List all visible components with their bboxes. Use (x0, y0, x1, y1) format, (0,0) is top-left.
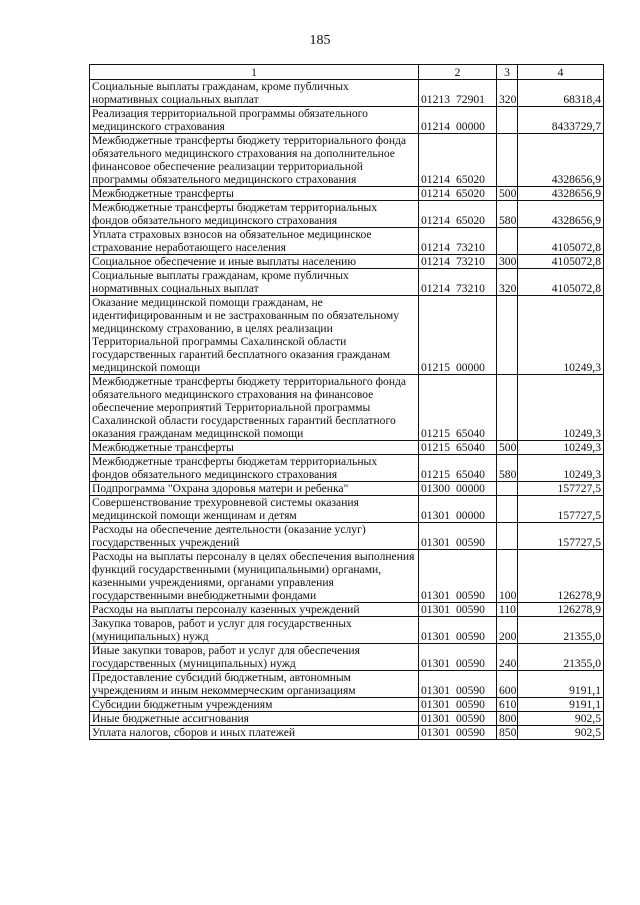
row-name: Расходы на выплаты персоналу казенных учреждений (90, 603, 419, 617)
row-amount: 902,5 (518, 726, 604, 740)
row-code (419, 441, 497, 455)
row-code (419, 698, 497, 712)
row-code-direction: 00590 (455, 712, 485, 725)
table-row (90, 726, 604, 740)
row-code-program: 01215 (421, 468, 450, 481)
row-code-program: 01301 (421, 630, 450, 643)
row-code-direction: 00590 (455, 603, 485, 616)
row-code-program: 01214 (421, 214, 450, 227)
row-expense-type: 300 (497, 255, 518, 269)
row-name: Уплата страховых взносов на обязательное медицинское страхование неработающего населения (90, 228, 419, 255)
table-row (90, 201, 604, 228)
row-code-direction: 73210 (455, 241, 485, 254)
row-code (419, 107, 497, 134)
table-row (90, 228, 604, 255)
row-name: Межбюджетные трансферты бюджету территориального фонда обязательного медицинского страхования на дополнительное финансовое обеспечение реализации территориальной программы обязательного медицинского страхования (90, 134, 419, 187)
row-name: Подпрограмма "Охрана здоровья матери и ребенка" (90, 482, 419, 496)
table-row (90, 269, 604, 296)
table-row (90, 698, 604, 712)
row-code-program: 01213 (421, 93, 450, 106)
row-code-program: 01301 (421, 536, 450, 549)
row-amount: 126278,9 (518, 550, 604, 603)
row-expense-type (497, 375, 518, 441)
row-expense-type: 580 (497, 455, 518, 482)
row-amount: 4105072,8 (518, 255, 604, 269)
row-expense-type: 600 (497, 671, 518, 698)
row-code-program: 01301 (421, 726, 450, 739)
row-code (419, 603, 497, 617)
page-number: 185 (309, 33, 331, 48)
table-row (90, 296, 604, 375)
row-expense-type: 320 (497, 80, 518, 107)
row-name: Социальное обеспечение и иные выплаты населению (90, 255, 419, 269)
row-code-direction: 65020 (455, 173, 485, 186)
row-amount: 8433729,7 (518, 107, 604, 134)
row-code-direction: 00590 (455, 630, 485, 643)
row-code (419, 550, 497, 603)
row-code (419, 482, 497, 496)
table-row (90, 550, 604, 603)
row-name: Межбюджетные трансферты (90, 187, 419, 201)
row-amount: 10249,3 (518, 441, 604, 455)
row-expense-type: 500 (497, 441, 518, 455)
row-name: Закупка товаров, работ и услуг для государственных (муниципальных) нужд (90, 617, 419, 644)
row-code (419, 496, 497, 523)
row-code-direction: 73210 (455, 255, 485, 268)
row-name: Социальные выплаты гражданам, кроме публичных нормативных социальных выплат (90, 80, 419, 107)
row-amount: 10249,3 (518, 296, 604, 375)
row-name: Уплата налогов, сборов и иных платежей (90, 726, 419, 740)
row-expense-type (497, 107, 518, 134)
row-name: Субсидии бюджетным учреждениям (90, 698, 419, 712)
row-code-program: 01301 (421, 603, 450, 616)
row-amount: 4105072,8 (518, 228, 604, 255)
row-name: Предоставление субсидий бюджетным, автономным учреждениям и иным некоммерческим организациям (90, 671, 419, 698)
row-code-direction: 00590 (455, 536, 485, 549)
row-amount: 4328656,9 (518, 201, 604, 228)
table-row (90, 644, 604, 671)
row-amount: 4105072,8 (518, 269, 604, 296)
row-code-direction: 00000 (455, 509, 485, 522)
row-code-program: 01214 (421, 255, 450, 268)
row-code (419, 726, 497, 740)
table-row (90, 482, 604, 496)
table-row (90, 255, 604, 269)
row-code-direction: 00590 (455, 657, 485, 670)
row-name: Межбюджетные трансферты (90, 441, 419, 455)
row-code (419, 269, 497, 296)
row-name: Оказание медицинской помощи гражданам, не идентифицированным и не застрахованным по обязательному медицинскому страхованию, в целях реализации Территориальной программы Сахалинской области государственных гарантий бесплатного оказания гражданам медицинской помощи (90, 296, 419, 375)
row-code (419, 712, 497, 726)
table-row (90, 441, 604, 455)
row-code-direction: 00000 (455, 361, 485, 374)
row-name: Совершенствование трехуровневой системы оказания медицинской помощи женщинам и детям (90, 496, 419, 523)
row-name: Иные бюджетные ассигнования (90, 712, 419, 726)
row-expense-type: 320 (497, 269, 518, 296)
row-expense-type (497, 296, 518, 375)
table-row (90, 617, 604, 644)
row-amount: 68318,4 (518, 80, 604, 107)
row-amount: 9191,1 (518, 671, 604, 698)
row-amount: 10249,3 (518, 375, 604, 441)
row-code (419, 296, 497, 375)
row-code-direction: 00000 (455, 482, 485, 495)
row-expense-type: 850 (497, 726, 518, 740)
row-expense-type (497, 134, 518, 187)
row-expense-type: 110 (497, 603, 518, 617)
table-row (90, 496, 604, 523)
row-name: Расходы на выплаты персоналу в целях обеспечения выполнения функций государственными (муниципальными) органами, казенными учреждениями, органами управления государственными внебюджетными фондами (90, 550, 419, 603)
column-header-expense-type: 3 (497, 65, 518, 80)
table-row (90, 80, 604, 107)
row-amount: 9191,1 (518, 698, 604, 712)
table-row (90, 107, 604, 134)
row-code-direction: 65020 (455, 214, 485, 227)
row-code (419, 455, 497, 482)
row-code-program: 01300 (421, 482, 450, 495)
row-name: Расходы на обеспечение деятельности (оказание услуг) государственных учреждений (90, 523, 419, 550)
row-name: Социальные выплаты гражданам, кроме публичных нормативных социальных выплат (90, 269, 419, 296)
row-code-direction: 00590 (455, 698, 485, 711)
row-code-direction: 73210 (455, 282, 485, 295)
row-code-program: 01301 (421, 698, 450, 711)
row-amount: 21355,0 (518, 644, 604, 671)
row-amount: 157727,5 (518, 482, 604, 496)
row-code-program: 01215 (421, 361, 450, 374)
row-code-direction: 00000 (455, 120, 485, 133)
row-expense-type: 610 (497, 698, 518, 712)
table-row (90, 712, 604, 726)
row-name: Реализация территориальной программы обязательного медицинского страхования (90, 107, 419, 134)
row-name: Иные закупки товаров, работ и услуг для обеспечения государственных (муниципальных) нужд (90, 644, 419, 671)
row-amount: 21355,0 (518, 617, 604, 644)
row-name: Межбюджетные трансферты бюджету территориального фонда обязательного медицинского страхования на финансовое обеспечение мероприятий Территориальной программы Сахалинской области государственных гарантий бесплатного оказания гражданам медицинской помощи (90, 375, 419, 441)
table-row (90, 455, 604, 482)
row-code-program: 01214 (421, 120, 450, 133)
row-code-program: 01301 (421, 684, 450, 697)
row-amount: 902,5 (518, 712, 604, 726)
row-code (419, 80, 497, 107)
table-row (90, 375, 604, 441)
row-code (419, 671, 497, 698)
row-code-program: 01301 (421, 509, 450, 522)
row-expense-type: 200 (497, 617, 518, 644)
row-name: Межбюджетные трансферты бюджетам территориальных фондов обязательного медицинского страхования (90, 455, 419, 482)
column-header-amount: 4 (518, 65, 604, 80)
table-row (90, 523, 604, 550)
row-code-direction: 72901 (455, 93, 485, 106)
table-row (90, 187, 604, 201)
row-code (419, 523, 497, 550)
row-code-program: 01301 (421, 657, 450, 670)
row-amount: 10249,3 (518, 455, 604, 482)
row-code-direction: 65020 (455, 187, 485, 200)
row-code-program: 01214 (421, 282, 450, 295)
row-code-program: 01214 (421, 241, 450, 254)
row-code (419, 187, 497, 201)
row-amount: 4328656,9 (518, 134, 604, 187)
row-expense-type: 580 (497, 201, 518, 228)
row-code-direction: 65040 (455, 427, 485, 440)
row-amount: 4328656,9 (518, 187, 604, 201)
row-amount: 157727,5 (518, 523, 604, 550)
row-code-direction: 00590 (455, 726, 485, 739)
row-code-direction: 00590 (455, 589, 485, 602)
row-code-program: 01301 (421, 589, 450, 602)
row-expense-type: 100 (497, 550, 518, 603)
row-code (419, 644, 497, 671)
budget-table (89, 64, 604, 740)
row-expense-type (497, 496, 518, 523)
row-amount: 126278,9 (518, 603, 604, 617)
row-code-direction: 00590 (455, 684, 485, 697)
column-header-code: 2 (419, 65, 497, 80)
row-expense-type: 500 (497, 187, 518, 201)
table-row (90, 603, 604, 617)
row-amount: 157727,5 (518, 496, 604, 523)
row-expense-type (497, 228, 518, 255)
row-code-program: 01215 (421, 427, 450, 440)
row-expense-type (497, 482, 518, 496)
row-expense-type: 800 (497, 712, 518, 726)
table-body (90, 80, 604, 740)
row-name: Межбюджетные трансферты бюджетам территориальных фондов обязательного медицинского страхования (90, 201, 419, 228)
row-code (419, 228, 497, 255)
row-code-program: 01214 (421, 173, 450, 186)
table-row (90, 134, 604, 187)
table-header-row (90, 65, 604, 80)
row-code (419, 617, 497, 644)
column-header-name: 1 (90, 65, 419, 80)
row-code-program: 01301 (421, 712, 450, 725)
row-code-direction: 65040 (455, 441, 485, 454)
row-code-program: 01215 (421, 441, 450, 454)
row-code (419, 255, 497, 269)
row-code (419, 375, 497, 441)
row-expense-type: 240 (497, 644, 518, 671)
table-row (90, 671, 604, 698)
row-code (419, 134, 497, 187)
row-code (419, 201, 497, 228)
row-code-program: 01214 (421, 187, 450, 200)
row-code-direction: 65040 (455, 468, 485, 481)
row-expense-type (497, 523, 518, 550)
